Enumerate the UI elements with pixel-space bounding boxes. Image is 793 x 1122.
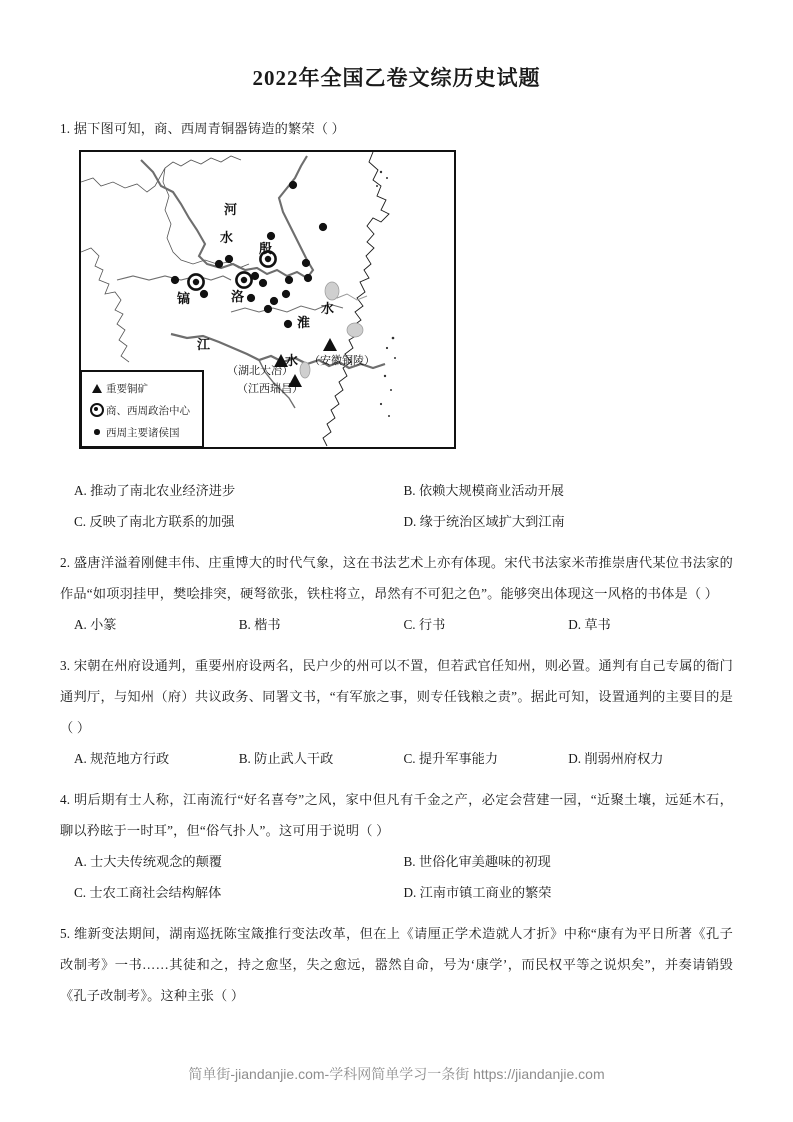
map-label-river-huai: 淮 — [297, 315, 311, 330]
legend-item-political-center — [88, 399, 198, 421]
question-4-option-c[interactable]: C. 士农工商社会结构解体 — [74, 885, 222, 900]
question-5-stem: 5. 维新变法期间，湖南巡抚陈宝箴推行变法改革，但在上《请厘正学术造就人才折》中称“康有为平日所著《孔子改制考》一书……其徒和之，持之愈坚，失之愈远，嚣然自命，号为‘康学’，而民权平等之说炽矣”，并奏请销毁《孔子改制考》。这种主张（ ） — [60, 926, 733, 1003]
question-2-option-a[interactable]: A. 小篆 — [74, 617, 117, 632]
question-1-map-figure — [79, 150, 456, 449]
map-label-river-he: 河 — [224, 202, 238, 217]
question-1-options-row-1 — [60, 475, 733, 506]
question-1-option-b[interactable]: B. 依赖大规模商业活动开展 — [403, 483, 564, 498]
question-1-option-a[interactable]: A. 推动了南北农业经济进步 — [74, 483, 236, 498]
question-2-option-b[interactable]: B. 楷书 — [238, 617, 281, 632]
question-2-option-c[interactable]: C. 行书 — [403, 617, 446, 632]
map-label-capital-yin: 殷 — [259, 241, 273, 256]
question-3-option-b[interactable]: B. 防止武人干政 — [238, 751, 334, 766]
question-4-stem: 4. 明后期有士人称，江南流行“好名喜夸”之风，家中但凡有千金之产，必定会营建一园，“近聚土壤，远延木石，聊以矜眩于一时耳”，但“俗气扑人”。这可用于说明（ ） — [60, 792, 733, 838]
legend-label-copper-mine: 重要铜矿 — [106, 383, 148, 395]
question-3-option-c[interactable]: C. 提升军事能力 — [403, 751, 499, 766]
question-2-options-row — [60, 609, 733, 640]
triangle-icon — [88, 384, 106, 393]
map-label-river-he-water: 水 — [220, 230, 234, 245]
question-3-stem: 3. 宋朝在州府设通判，重要州府设两名，民户少的州可以不置，但若武官任知州，则必置。通判有自己专属的衙门通判厅，与知州（府）共议政务、同署文书，“有军旅之事，则专任钱粮之责”。据此可知，设置通判的主要目的是（ ） — [60, 658, 733, 735]
map-label-mine-anhui: （安徽铜陵） — [309, 355, 375, 367]
map-label-river-jiang: 江 — [197, 337, 211, 352]
map-label-river-huai-water: 水 — [321, 301, 335, 316]
legend-label-vassal-state: 西周主要诸侯国 — [106, 427, 180, 439]
question-2-stem: 2. 盛唐洋溢着刚健丰伟、庄重博大的时代气象，这在书法艺术上亦有体现。宋代书法家米芾推崇唐代某位书法家的作品“如项羽挂甲，樊哙排突，硬弩欲张，铁柱将立，昂然有不可犯之色”。能够突出体现这一风格的书体是（ ） — [60, 555, 733, 601]
question-4-option-a[interactable]: A. 士大夫传统观念的颠覆 — [74, 854, 222, 869]
question-4-options-row-2 — [60, 877, 733, 908]
question-1-option-d[interactable]: D. 缘于统治区域扩大到江南 — [403, 514, 565, 529]
legend-label-political-center: 商、西周政治中心 — [106, 405, 190, 417]
question-3-option-d[interactable]: D. 削弱州府权力 — [568, 751, 664, 766]
dot-icon — [88, 429, 106, 435]
question-1-stem: 1. 据下图可知，商、西周青铜器铸造的繁荣（ ） — [60, 121, 346, 136]
map-label-mine-hubei: （湖北大冶） — [227, 365, 293, 377]
legend-item-copper-mine — [88, 377, 198, 399]
question-4-option-b[interactable]: B. 世俗化审美趣味的初现 — [403, 854, 551, 869]
footer-watermark: 简单街-jiandanjie.com-学科网简单学习一条街 https://jiandanjie.com — [188, 1066, 605, 1082]
ring-icon — [88, 403, 106, 417]
map-label-mine-jiangxi: （江西瑞昌） — [237, 383, 303, 395]
question-3-options-row — [60, 743, 733, 774]
question-1-option-c[interactable]: C. 反映了南北方联系的加强 — [74, 514, 235, 529]
map-label-capital-luo: 洛 — [231, 289, 245, 304]
map-legend — [80, 370, 204, 448]
page-title: 2022年全国乙卷文综历史试题 — [252, 66, 541, 90]
question-4-options-row-1 — [60, 846, 733, 877]
question-3-option-a[interactable]: A. 规范地方行政 — [74, 751, 170, 766]
map-label-capital-hao: 镐 — [177, 291, 191, 306]
map-label-river-jiang-water: 水 — [285, 353, 299, 368]
question-1-options-row-2 — [60, 506, 733, 537]
question-4-option-d[interactable]: D. 江南市镇工商业的繁荣 — [403, 885, 552, 900]
question-2-option-d[interactable]: D. 草书 — [568, 617, 611, 632]
legend-item-vassal-state — [88, 421, 198, 443]
